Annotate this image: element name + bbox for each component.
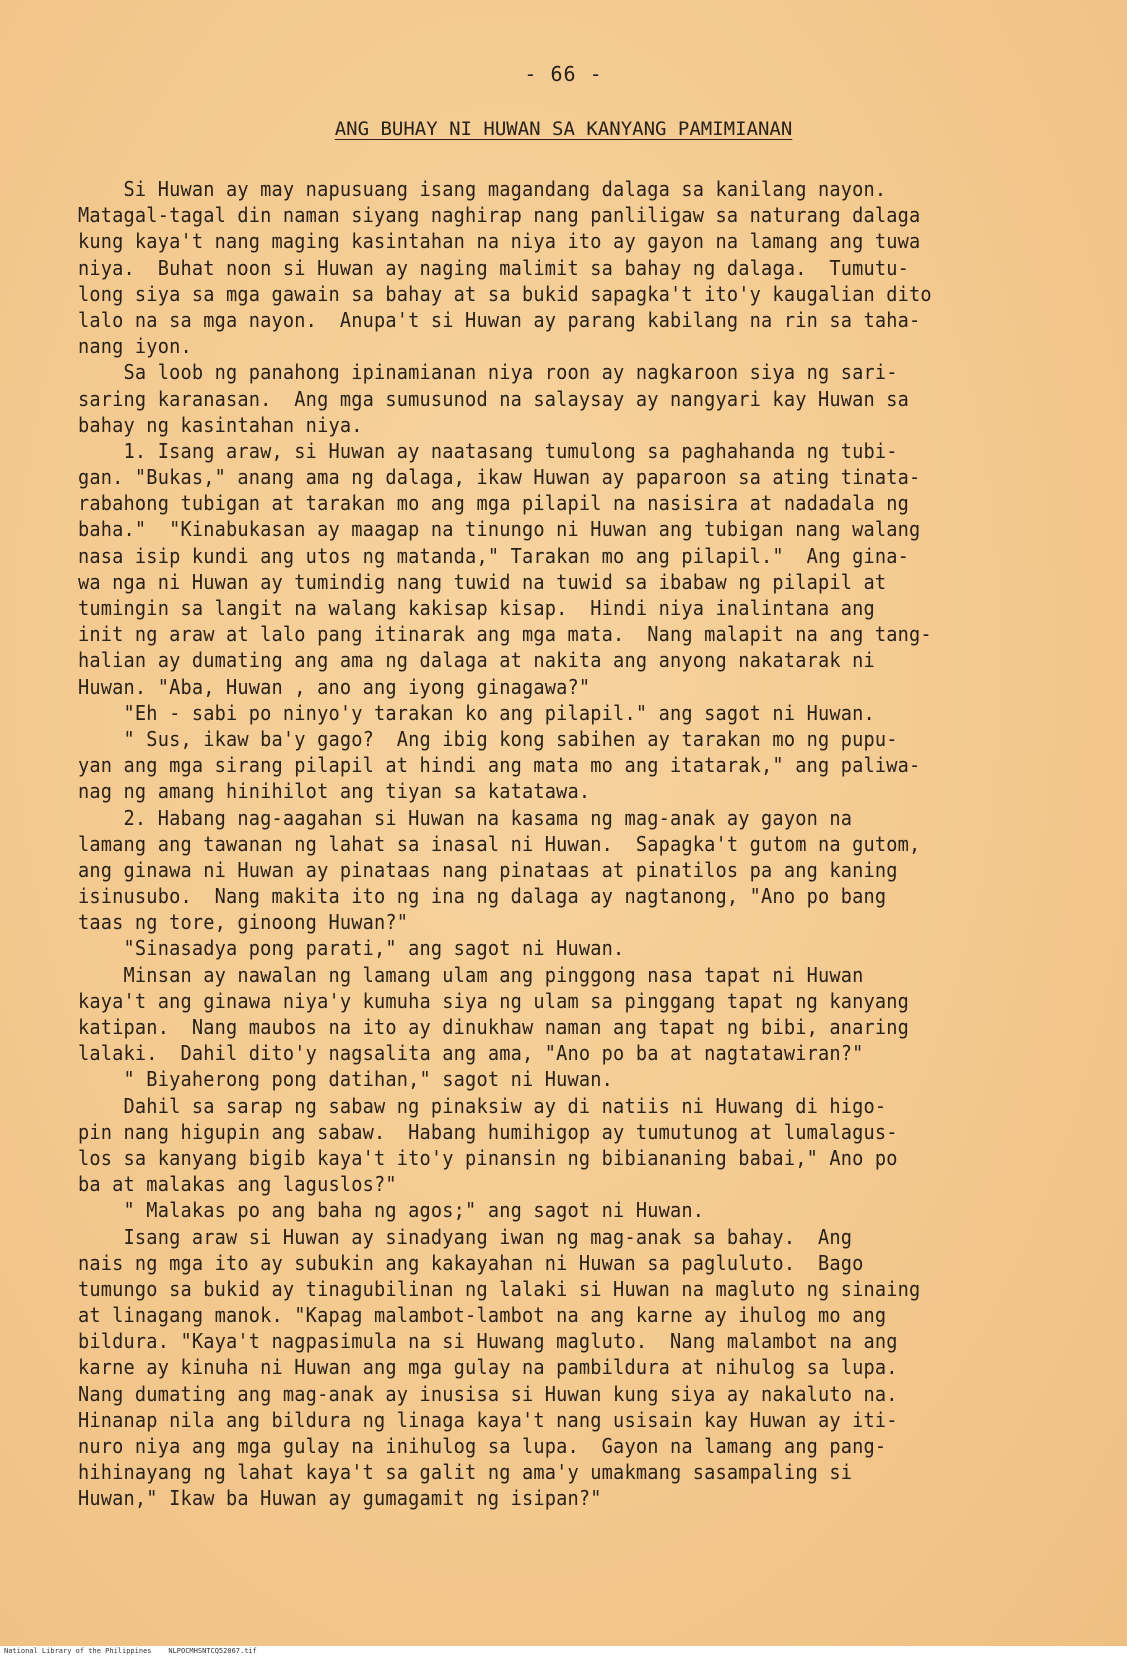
archive-footer: National Library of the Philippines NLPOCMHSNTCQ52067.tif — [4, 1647, 257, 1655]
text-line: Sa loob ng panahong ipinamianan niya roon ay nagkaroon siya ng sari- — [78, 360, 898, 385]
text-line: nang iyon. — [78, 334, 192, 359]
text-line: 2. Habang nag-aagahan si Huwan na kasama ng mag-anak ay gayon na — [78, 805, 853, 830]
text-line: taas ng tore, ginoong Huwan?" — [78, 910, 409, 935]
text-line: " Sus, ikaw ba'y gago? Ang ibig kong sabihen ay tarakan mo ng pupu- — [78, 726, 898, 751]
text-line: nuro niya ang mga gulay na inihulog sa lupa. Gayon na lamang ang pang- — [78, 1434, 887, 1458]
text-line: wa nga ni Huwan ay tumindig nang tuwid na tuwid sa ibabaw ng pilapil at — [78, 569, 887, 594]
text-line: Huwan. "Aba, Huwan , ano ang iyong ginagawa?" — [78, 674, 591, 699]
text-line: yan ang mga sirang pilapil at hindi ang mata mo ang itatarak," ang paliwa- — [78, 753, 921, 778]
text-line: Si Huwan ay may napusuang isang magandang dalaga sa kanilang nayon. — [78, 177, 887, 201]
text-line: Huwan," Ikaw ba Huwan ay gumagamit ng isipan?" — [78, 1486, 602, 1511]
text-line: nasa isip kundi ang utos ng matanda," Tarakan mo ang pilapil." Ang gina- — [78, 543, 910, 568]
text-line: 1. Isang araw, si Huwan ay naatasang tumulong sa paghahanda ng tubi- — [78, 438, 898, 463]
text-line: lalo na sa mga nayon. Anupa't si Huwan ay parang kabilang na rin sa taha- — [78, 307, 921, 332]
text-line: lamang ang tawanan ng lahat sa inasal ni Huwan. Sapagka't gutom na gutom, — [78, 831, 921, 856]
text-line: lalaki. Dahil dito'y nagsalita ang ama, "Ano po ba at nagtatawiran?" — [78, 1041, 864, 1066]
text-line: at linagang manok. "Kapag malambot-lambot na ang karne ay ihulog mo ang — [78, 1303, 887, 1328]
text-line: " Biyaherong pong datihan," sagot ni Huwan. — [78, 1067, 614, 1092]
text-line: bildura. "Kaya't nagpasimula na si Huwang magluto. Nang malambot na ang — [78, 1329, 898, 1354]
text-line: rabahong tubigan at tarakan mo ang mga pilapil na nasisira at nadadala ng — [78, 491, 910, 516]
text-line: "Eh - sabi po ninyo'y tarakan ko ang pilapil." ang sagot ni Huwan. — [78, 700, 875, 725]
text-line: niya. Buhat noon si Huwan ay naging malimit sa bahay ng dalaga. Tumutu- — [78, 255, 910, 280]
text-line: long siya sa mga gawain sa bahay at sa bukid sapagka't ito'y kaugalian dito — [78, 281, 932, 306]
text-line: karne ay kinuha ni Huwan ang mga gulay na pambildura at nihulog sa lupa. — [78, 1355, 898, 1380]
text-line: init ng araw at lalo pang itinarak ang mga mata. Nang malapit na ang tang- — [78, 622, 932, 647]
text-line: los sa kanyang bigib kaya't ito'y pinansin ng bibiananing babai," Ano po — [78, 1145, 898, 1170]
text-line: tumungo sa bukid ay tinagubilinan ng lalaki si Huwan na magluto ng sinaing — [78, 1276, 921, 1301]
text-line: hihinayang ng lahat kaya't sa galit ng ama'y umakmang sasampaling si — [78, 1460, 853, 1485]
text-line: baha." "Kinabukasan ay maagap na tinungo ni Huwan ang tubigan nang walang — [78, 517, 921, 542]
text-line: katipan. Nang maubos na ito ay dinukhaw naman ang tapat ng bibi, anaring — [78, 1015, 910, 1039]
text-line: Hinanap nila ang bildura ng linaga kaya't nang usisain kay Huwan ay iti- — [78, 1407, 898, 1432]
text-line: tumingin sa langit na walang kakisap kisap. Hindi niya inalintana ang — [78, 596, 875, 620]
text-line: nag ng amang hinihilot ang tiyan sa katatawa. — [78, 779, 591, 804]
text-line: Nang dumating ang mag-anak ay inusisa si Huwan kung siya ay nakaluto na. — [78, 1381, 898, 1406]
page-number: - 66 - — [524, 62, 603, 86]
text-line: Minsan ay nawalan ng lamang ulam ang pinggong nasa tapat ni Huwan — [78, 962, 864, 987]
text-line: Dahil sa sarap ng sabaw ng pinaksiw ay di natiis ni Huwang di higo- — [78, 1093, 887, 1118]
text-line: saring karanasan. Ang mga sumusunod na salaysay ay nangyari kay Huwan sa — [78, 386, 910, 411]
text-line: "Sinasadya pong parati," ang sagot ni Huwan. — [78, 936, 625, 961]
text-line: kaya't ang ginawa niya'y kumuha siya ng ulam sa pinggang tapat ng kanyang — [78, 988, 910, 1013]
text-line: halian ay dumating ang ama ng dalaga at nakita ang anyong nakatarak ni — [78, 648, 875, 673]
text-line: nais ng mga ito ay subukin ang kakayahan ni Huwan sa pagluluto. Bago — [78, 1250, 864, 1275]
text-line: pin nang higupin ang sabaw. Habang humihigop ay tumutunog at lumalagus- — [78, 1119, 898, 1144]
body-text — [78, 176, 1078, 1512]
text-line: gan. "Bukas," anang ama ng dalaga, ikaw Huwan ay paparoon sa ating tinata- — [78, 465, 921, 490]
text-line: bahay ng kasintahan niya. — [78, 412, 363, 437]
text-line: Isang araw si Huwan ay sinadyang iwan ng mag-anak sa bahay. Ang — [78, 1224, 853, 1249]
text-line: kung kaya't nang maging kasintahan na niya ito ay gayon na lamang ang tuwa — [78, 229, 921, 254]
page-title: ANG BUHAY NI HUWAN SA KANYANG PAMIMIANAN — [334, 118, 793, 140]
text-line: isinusubo. Nang makita ito ng ina ng dalaga ay nagtanong, "Ano po bang — [78, 884, 887, 909]
text-line: ang ginawa ni Huwan ay pinataas nang pinataas at pinatilos pa ang kaning — [78, 857, 898, 882]
text-line: " Malakas po ang baha ng agos;" ang sagot ni Huwan. — [78, 1198, 705, 1223]
text-line: Matagal-tagal din naman siyang naghirap nang panliligaw sa naturang dalaga — [78, 203, 921, 228]
text-line: ba at malakas ang laguslos?" — [78, 1172, 397, 1197]
